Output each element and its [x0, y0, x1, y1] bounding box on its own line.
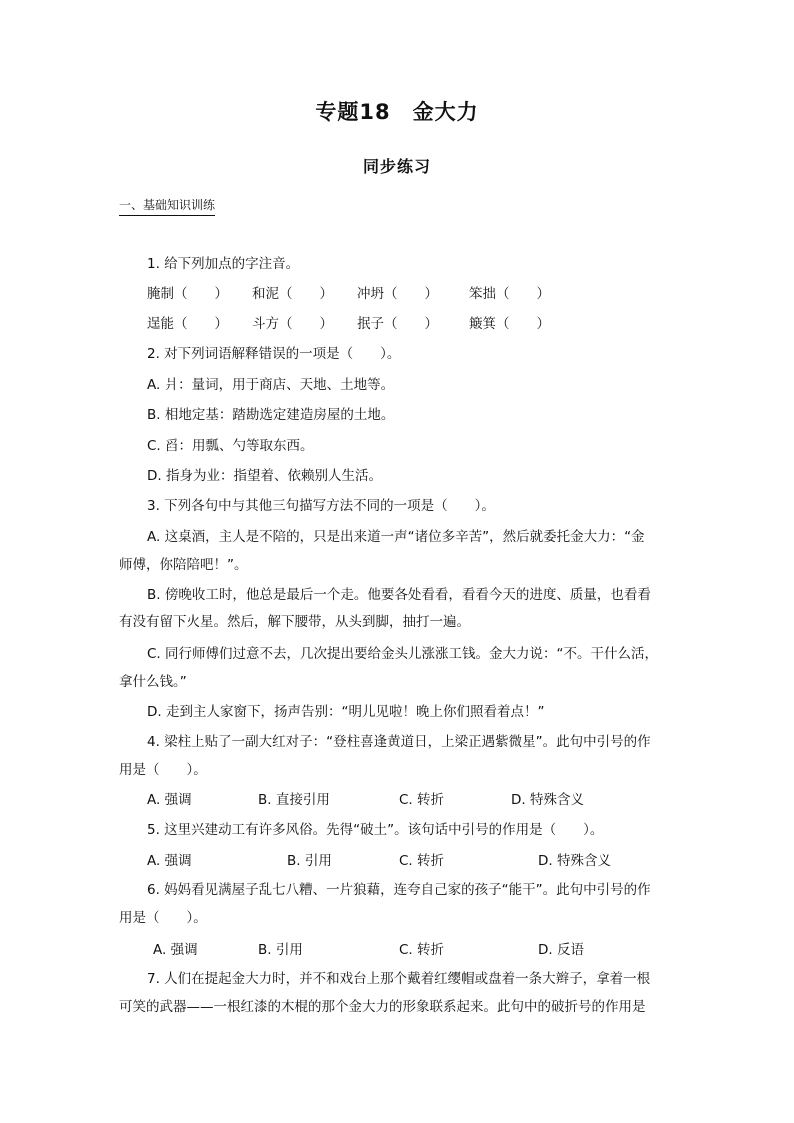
question-6-stem-cont: 用是（ ）。	[119, 910, 207, 926]
question-5-option: B. 引用	[287, 853, 332, 869]
pinyin-blank: 抿子（ ）	[357, 316, 438, 332]
page-title: 专题18 金大力	[315, 100, 479, 124]
question-6-option: C. 转折	[399, 942, 445, 958]
question-2-stem: 2. 对下列词语解释错误的一项是（ ）。	[147, 346, 401, 362]
question-7-stem-cont: 可笑的武器——一根红漆的木棍的那个金大力的形象联系起来。此句中的破折号的作用是	[119, 999, 646, 1015]
pinyin-blank: 逞能（ ）	[147, 316, 228, 332]
question-3-option-c: C. 同行师傅们过意不去，几次提出要给金头儿涨涨工钱。金大力说：“不。干什么活，	[147, 646, 659, 662]
question-3-option-b-cont: 有没有留下火星。然后，解下腰带，从头到脚，抽打一遍。	[119, 614, 470, 630]
question-3-option-b: B. 傍晚收工时，他总是最后一个走。他要各处看看，看看今天的进度、质量，也看看	[147, 587, 651, 603]
question-2-option-c: C. 舀：用瓢、勺等取东西。	[147, 438, 314, 454]
section-heading: 一、基础知识训练	[119, 196, 215, 216]
question-6-stem: 6. 妈妈看见满屋子乱七八糟、一片狼藉，连夸自己家的孩子“能干”。此句中引号的作	[147, 882, 651, 898]
question-7-stem: 7. 人们在提起金大力时，并不和戏台上那个戴着红缨帽或盘着一条大辫子，拿着一根	[147, 971, 651, 987]
page-subtitle: 同步练习	[362, 157, 431, 176]
question-5-option: C. 转折	[399, 853, 445, 869]
question-6-option: D. 反语	[538, 942, 584, 958]
question-3-option-c-cont: 拿什么钱。”	[119, 674, 187, 690]
question-2-option-b: B. 相地定基：踏勘选定建造房屋的土地。	[147, 407, 395, 423]
question-4-option: D. 特殊含义	[511, 792, 584, 808]
question-4-stem-cont: 用是（ ）。	[119, 762, 207, 778]
pinyin-blank: 笨拙（ ）	[469, 286, 550, 302]
question-6-option: B. 引用	[258, 942, 303, 958]
question-3-option-a: A. 这桌酒，主人是不陪的，只是出来道一声“诸位多辛苦”，然后就委托金大力：“金	[147, 529, 645, 545]
question-3-option-a-cont: 师傅，你陪陪吧！”。	[119, 557, 248, 573]
question-3-stem: 3. 下列各句中与其他三句描写方法不同的一项是（ ）。	[147, 498, 495, 514]
pinyin-blank: 斗方（ ）	[252, 316, 333, 332]
question-5-stem: 5. 这里兴建动工有许多风俗。先得“破土”。该句话中引号的作用是（ ）。	[147, 822, 604, 838]
pinyin-blank: 冲坍（ ）	[357, 286, 438, 302]
question-4-option: B. 直接引用	[258, 792, 330, 808]
question-6-option: A. 强调	[153, 942, 198, 958]
question-4-stem: 4. 梁柱上贴了一副大红对子：“登柱喜逢黄道日，上梁正遇紫微星”。此句中引号的作	[147, 734, 651, 750]
question-2-option-a: A. 爿：量词，用于商店、天地、土地等。	[147, 377, 395, 393]
question-2-option-d: D. 指身为业：指望着、依赖别人生活。	[147, 468, 382, 484]
question-1-stem: 1. 给下列加点的字注音。	[147, 256, 300, 272]
question-5-option: D. 特殊含义	[538, 853, 611, 869]
question-5-option: A. 强调	[147, 853, 192, 869]
pinyin-blank: 腌制（ ）	[147, 286, 228, 302]
question-3-option-d: D. 走到主人家窗下，扬声告别：“明儿见啦！晚上你们照看着点！”	[147, 704, 545, 720]
question-4-option: C. 转折	[399, 792, 445, 808]
pinyin-blank: 和泥（ ）	[252, 286, 333, 302]
pinyin-blank: 簸箕（ ）	[469, 316, 550, 332]
question-4-option: A. 强调	[147, 792, 192, 808]
